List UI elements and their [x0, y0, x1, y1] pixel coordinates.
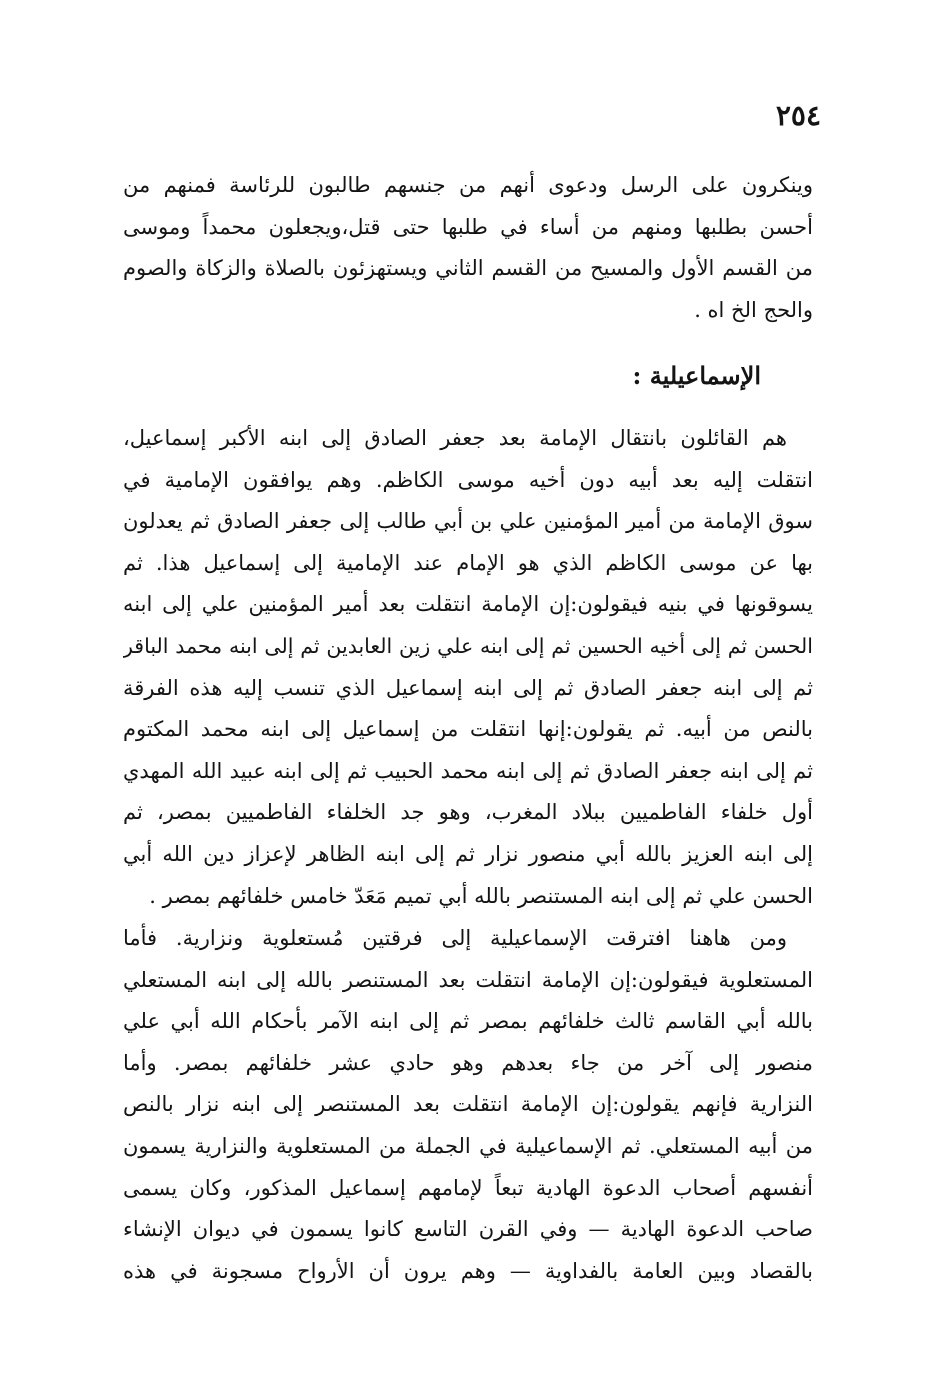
text-line: الحسن ثم إلى أخيه الحسين ثم إلى ابنه علي زين العابدين ثم إلى ابنه محمد الباقر	[123, 633, 813, 658]
text-line: إلى ابنه العزيز بالله أبي منصور نزار ثم إلى ابنه الظاهر لإعزاز دين الله أبي	[123, 841, 813, 866]
text-line: أول خلفاء الفاطميين ببلاد المغرب، وهو جد الخلفاء الفاطميين بمصر، ثم	[123, 800, 813, 825]
section-heading: الإسماعيلية :	[632, 361, 761, 390]
text-line: المستعلوية فيقولون:إن الإمامة انتقلت بعد المستنصر بالله إلى ابنه المستعلي	[123, 967, 813, 992]
intro-paragraph	[123, 165, 813, 331]
page-number: ٢٥٤	[775, 99, 821, 132]
split-paragraph	[123, 918, 813, 1292]
text-line: بالله أبي القاسم ثالث خلفائهم بمصر ثم إلى ابنه الآمر بأحكام الله أبي علي	[123, 1009, 813, 1034]
text-line: ومن هاهنا افترقت الإسماعيلية إلى فرقتين مُستعلوية ونزارية. فأما	[123, 926, 787, 950]
text-line: هم القائلون بانتقال الإمامة بعد جعفر الصادق إلى ابنه الأكبر إسماعيل،	[123, 426, 787, 450]
text-line: سوق الإمامة من أمير المؤمنين علي بن أبي طالب إلى جعفر الصادق ثم يعدلون	[123, 509, 813, 534]
text-line: صاحب الدعوة الهادية — وفي القرن التاسع كانوا يسمون في ديوان الإنشاء	[123, 1217, 813, 1242]
text-line: أحسن بطلبها ومنهم من أساء في طلبها حتى قتل،ويجعلون محمداً وموسى	[123, 214, 813, 239]
text-line: يسوقونها في بنيه فيقولون:إن الإمامة انتقلت بعد أمير المؤمنين علي إلى ابنه	[123, 592, 813, 617]
text-line: منصور إلى آخر من جاء بعدهم وهو حادي عشر خلفائهم بمصر. وأما	[123, 1050, 813, 1075]
text-line: من القسم الأول والمسيح من القسم الثاني ويستهزئون بالصلاة والزكاة والصوم	[123, 256, 813, 281]
text-line: ثم إلى ابنه جعفر الصادق ثم إلى ابنه محمد الحبيب ثم إلى ابنه عبيد الله المهدي	[123, 758, 813, 783]
text-line: والحج الخ اه .	[694, 297, 813, 322]
text-line: وينكرون على الرسل ودعوى أنهم من جنسهم طالبون للرئاسة فمنهم من	[123, 173, 813, 197]
text-line: بالنص من أبيه. ثم يقولون:إنها انتقلت من إسماعيل إلى ابنه محمد المكتوم	[123, 717, 813, 742]
text-line: الحسن علي ثم إلى ابنه المستنصر بالله أبي تميم مَعَدّ خامس خلفائهم بمصر .	[149, 883, 813, 908]
text-line: بها عن موسى الكاظم الذي هو الإمام عند الإمامية إلى إسماعيل هذا. ثم	[123, 550, 813, 575]
main-paragraph	[123, 418, 813, 917]
text-line: النزارية فإنهم يقولون:إن الإمامة انتقلت بعد المستنصر إلى ابنه نزار بالنص	[123, 1092, 813, 1117]
text-line: أنفسهم أصحاب الدعوة الهادية تبعاً لإمامهم إسماعيل المذكور، وكان يسمى	[123, 1175, 813, 1200]
text-line: من أبيه المستعلي. ثم الإسماعيلية في الجملة من المستعلوية والنزارية يسمون	[123, 1133, 813, 1158]
text-line: بالقصاد وبين العامة بالفداوية — وهم يرون أن الأرواح مسجونة في هذه	[123, 1258, 813, 1283]
text-line: ثم إلى ابنه جعفر الصادق ثم إلى ابنه إسماعيل الذي تنسب إليه هذه الفرقة	[123, 675, 813, 700]
text-line: انتقلت إليه بعد أبيه دون أخيه موسى الكاظم. وهم يوافقون الإمامية في	[123, 467, 813, 492]
